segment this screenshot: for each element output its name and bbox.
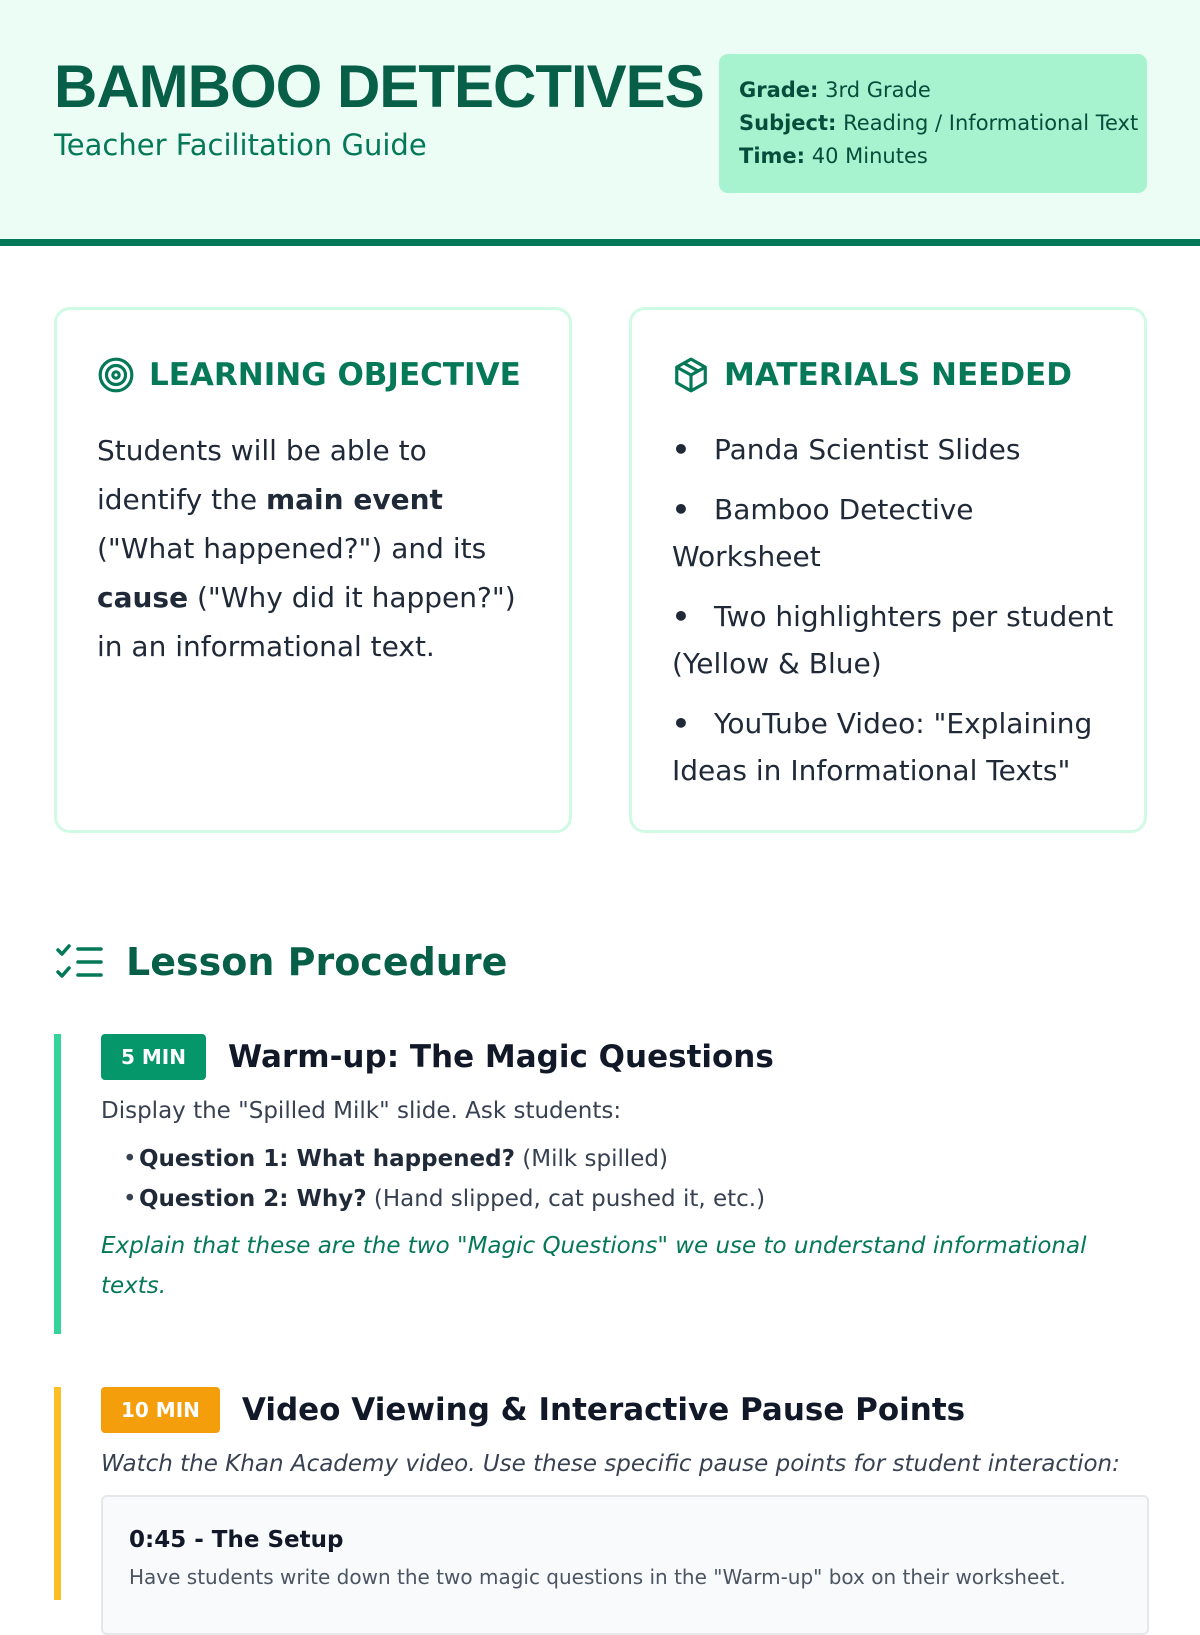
page-subtitle: Teacher Facilitation Guide [54,128,427,162]
meta-grade: Grade: 3rd Grade [739,78,931,102]
question-list [101,1146,1148,1212]
materials-heading: MATERIALS NEEDED [672,356,1072,394]
checklist-icon [56,942,104,982]
step-title: Video Viewing & Interactive Pause Points [241,1392,966,1428]
procedure-step-video [54,1387,1148,1600]
step-description: Watch the Khan Academy video. Use these specific pause points for student interaction: [101,1451,1120,1477]
target-icon [97,356,135,394]
list-item: • Two highlighters per student (Yellow & Blue) [672,593,1122,687]
learning-objective-card [54,307,572,833]
list-item: • Question 2: Why? (Hand slipped, cat pushed it, etc.) [101,1186,1148,1212]
objective-text: Students will be able to identify the main event ("What happened?") and its cause ("Why did it happen?") in an informational text. [97,434,516,663]
page-title: BAMBOO DETECTIVES [54,53,704,120]
lesson-meta-box [719,54,1147,193]
step-description: Display the "Spilled Milk" slide. Ask students: [101,1098,622,1124]
step-title: Warm-up: The Magic Questions [227,1039,774,1075]
lesson-procedure-heading: Lesson Procedure [56,940,507,984]
procedure-step-warmup [54,1034,1148,1334]
pause-point-text: Have students write down the two magic questions in the "Warm-up" box on their worksheet. [129,1565,1066,1589]
duration-badge: 10 MIN [101,1387,220,1433]
list-item: • Panda Scientist Slides [672,426,1122,473]
objective-heading: LEARNING OBJECTIVE [97,356,521,394]
materials-card [629,307,1147,833]
package-icon [672,356,710,394]
meta-time: Time: 40 Minutes [739,144,928,168]
pause-point-card [101,1495,1149,1635]
meta-subject: Subject: Reading / Informational Text [739,111,1139,135]
pause-point-title: 0:45 - The Setup [129,1527,344,1553]
list-item: • Question 1: What happened? (Milk spilled) [101,1146,1148,1172]
duration-badge: 5 MIN [101,1034,206,1080]
list-item: • Bamboo Detective Worksheet [672,486,1122,580]
teacher-note: Explain that these are the two "Magic Questions" we use to understand informational texts. [101,1233,1087,1299]
header [0,0,1200,246]
materials-list [672,426,1122,807]
list-item: • YouTube Video: "Explaining Ideas in Informational Texts" [672,700,1122,794]
